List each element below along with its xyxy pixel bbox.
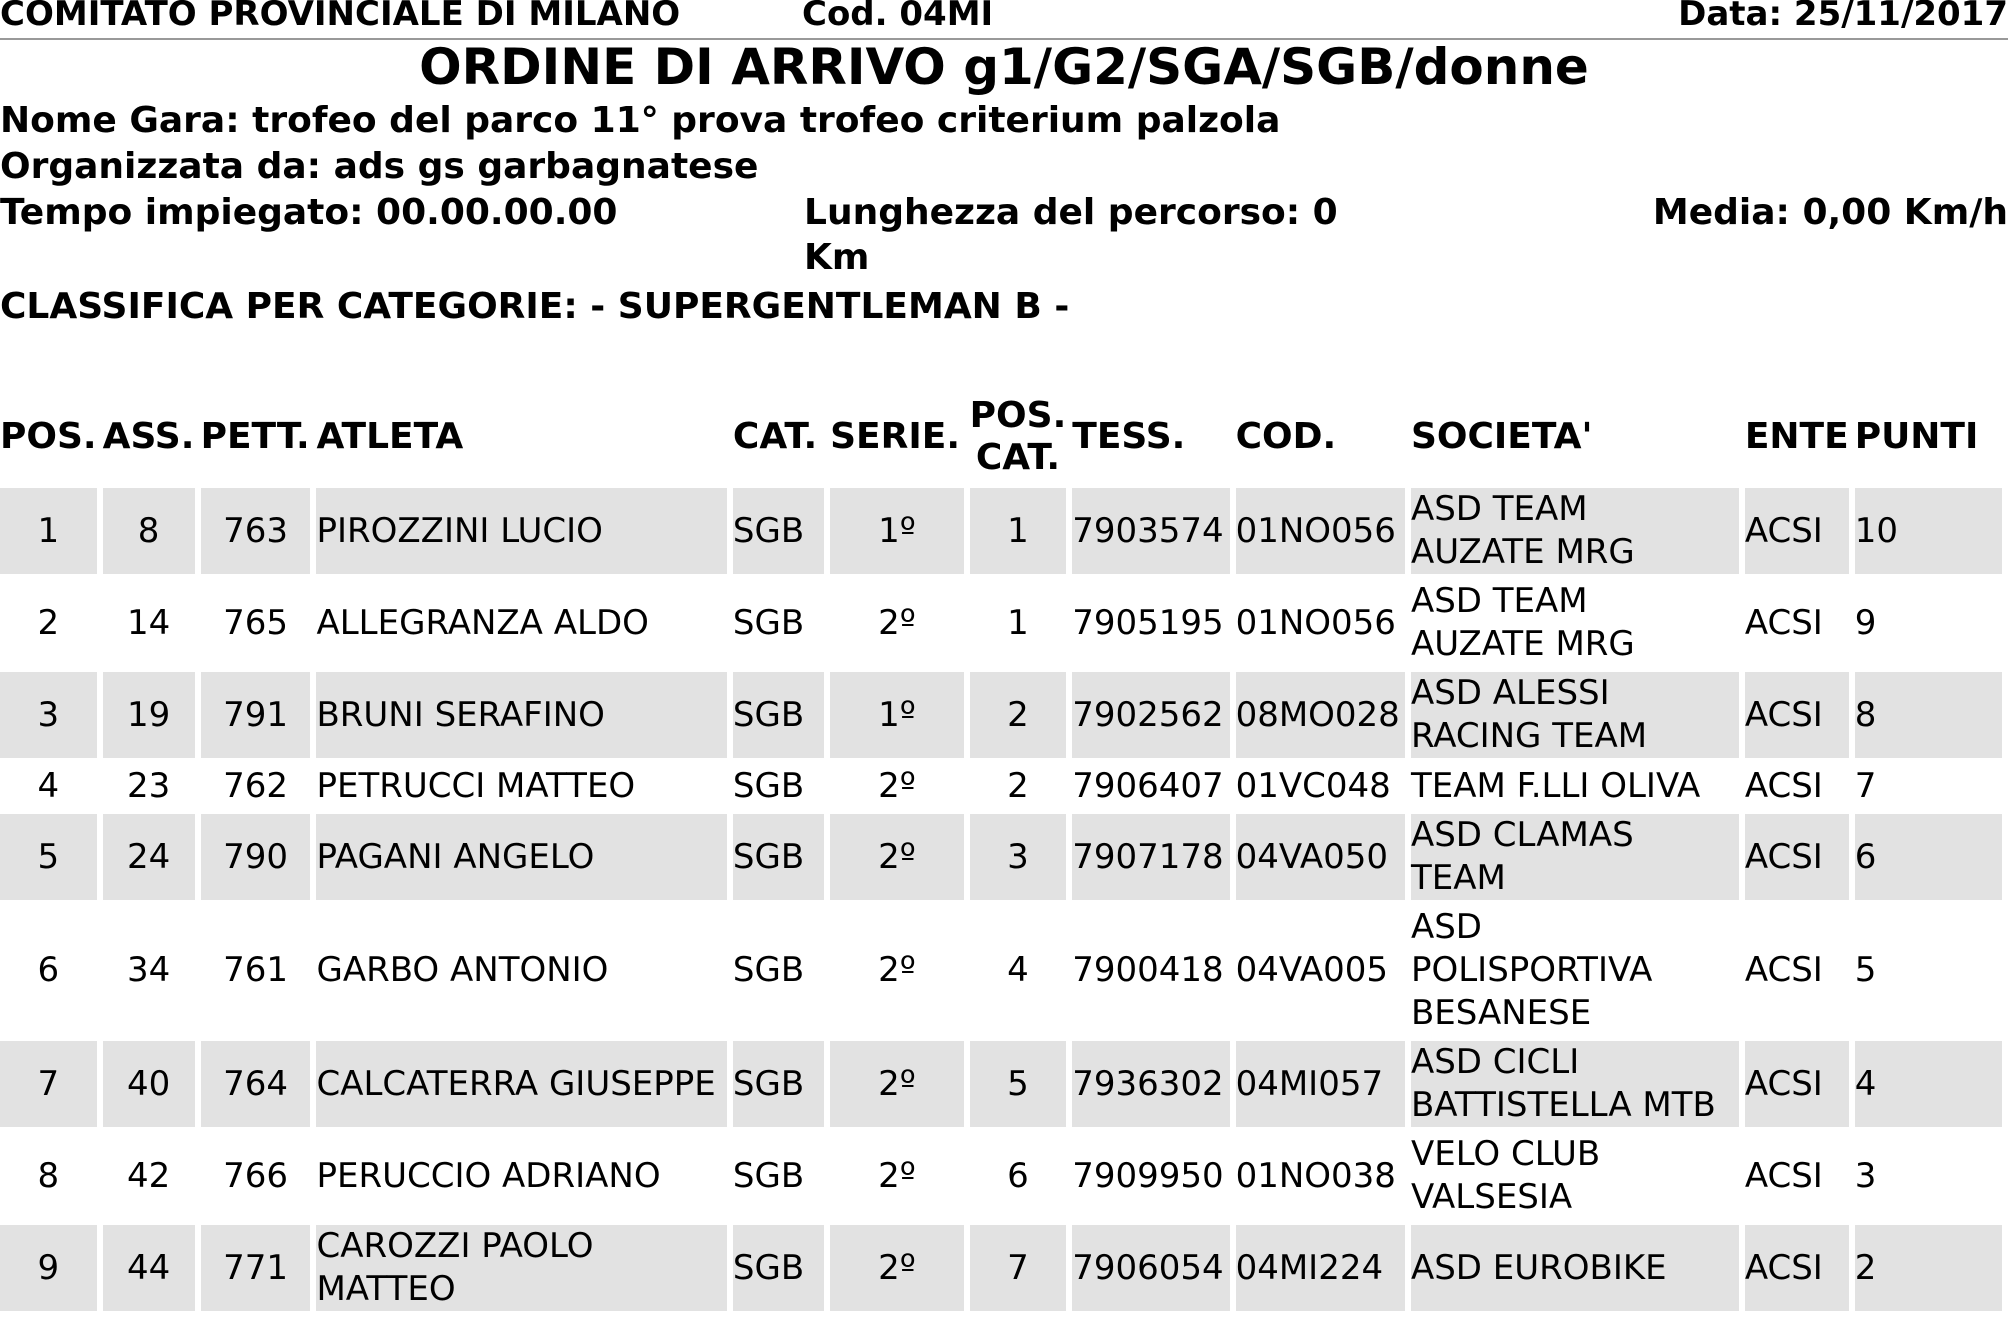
- cell-pos: 7: [0, 1041, 97, 1133]
- cell-ass: 23: [103, 764, 195, 814]
- societa-line: POLISPORTIVA: [1410, 950, 1653, 990]
- cell-cod: 04MI224: [1236, 1225, 1405, 1317]
- cell-pett: 765: [201, 580, 311, 672]
- col-header-cat: CAT.: [732, 416, 818, 457]
- committee-code: Cod. 04MI: [802, 0, 994, 34]
- cell-atleta: CALCATERRA GIUSEPPE: [316, 1041, 726, 1133]
- table-row: [0, 672, 2002, 764]
- societa-line: VALSESIA: [1410, 1177, 1573, 1217]
- document-date: Data: 25/11/2017: [1678, 0, 2008, 34]
- cell-pos: 2: [0, 580, 97, 672]
- cell-pos: 5: [0, 814, 97, 906]
- cell-cat: SGB: [733, 1041, 824, 1133]
- cell-societa: [1411, 488, 1739, 580]
- societa-line: TEAM: [1410, 858, 1506, 898]
- cell-ass: 44: [103, 1225, 195, 1317]
- societa-line: AUZATE MRG: [1410, 532, 1635, 572]
- cell-serie: 2º: [830, 906, 964, 1041]
- col-header-societa: SOCIETA': [1410, 416, 1593, 457]
- cell-ente: ACSI: [1745, 1133, 1849, 1225]
- cell-pett: 761: [201, 906, 311, 1041]
- cell-poscat: 2: [970, 764, 1067, 814]
- cell-cat: SGB: [733, 764, 824, 814]
- cell-serie: 2º: [830, 1041, 964, 1133]
- course-length: Lunghezza del percorso: 0: [804, 192, 1338, 233]
- cell-atleta: PERUCCIO ADRIANO: [316, 1133, 726, 1225]
- cell-cat: SGB: [733, 906, 824, 1041]
- cell-cod: 04VA050: [1236, 814, 1405, 906]
- cell-tess: 7906407: [1072, 764, 1229, 814]
- cell-ass: 14: [103, 580, 195, 672]
- table-row: [0, 906, 2002, 1041]
- cell-atleta: GARBO ANTONIO: [316, 906, 726, 1041]
- cell-ass: 34: [103, 906, 195, 1041]
- societa-line: ASD CLAMAS: [1410, 815, 1634, 855]
- committee-name: COMITATO PROVINCIALE DI MILANO: [0, 0, 681, 34]
- cell-ass: 40: [103, 1041, 195, 1133]
- col-header-ente: ENTE: [1744, 416, 1849, 457]
- cell-pos: 8: [0, 1133, 97, 1225]
- col-header-punti: PUNTI: [1854, 416, 1979, 457]
- cell-cod: 01VC048: [1236, 764, 1405, 814]
- cell-ente: ACSI: [1745, 906, 1849, 1041]
- cell-societa: [1411, 1225, 1739, 1317]
- organizer: Organizzata da: ads gs garbagnatese: [0, 146, 759, 187]
- cell-poscat: 1: [970, 580, 1067, 672]
- cell-punti: 8: [1855, 672, 2002, 764]
- cell-atleta: PIROZZINI LUCIO: [316, 488, 726, 580]
- course-length-unit: Km: [804, 237, 870, 278]
- cell-punti: 6: [1855, 814, 2002, 906]
- table-row: [0, 1225, 2002, 1317]
- cell-punti: 4: [1855, 1041, 2002, 1133]
- cell-ente: ACSI: [1745, 1041, 1849, 1133]
- cell-pett: 771: [201, 1225, 311, 1317]
- cell-serie: 2º: [830, 1133, 964, 1225]
- societa-line: ASD TEAM: [1410, 581, 1588, 621]
- cell-pos: 1: [0, 488, 97, 580]
- col-header-ass: ASS.: [102, 416, 195, 457]
- cell-cat: SGB: [733, 580, 824, 672]
- race-name: Nome Gara: trofeo del parco 11° prova trofeo criterium palzola: [0, 100, 1281, 141]
- cell-serie: 2º: [830, 764, 964, 814]
- cell-serie: 1º: [830, 672, 964, 764]
- societa-line: BESANESE: [1410, 993, 1592, 1033]
- cell-ente: ACSI: [1745, 488, 1849, 580]
- cell-poscat: 1: [970, 488, 1067, 580]
- cell-societa: [1411, 672, 1739, 764]
- cell-societa: [1411, 1133, 1739, 1225]
- cell-poscat: 2: [970, 672, 1067, 764]
- cell-pett: 791: [201, 672, 311, 764]
- cell-ente: ACSI: [1745, 814, 1849, 906]
- cell-atleta: CAROZZI PAOLO MATTEO: [316, 1225, 726, 1317]
- cell-poscat: 6: [970, 1133, 1067, 1225]
- time-used: Tempo impiegato: 00.00.00.00: [0, 192, 618, 233]
- societa-line: BATTISTELLA MTB: [1410, 1085, 1716, 1125]
- cell-ass: 42: [103, 1133, 195, 1225]
- cell-poscat: 3: [970, 814, 1067, 906]
- societa-line: ASD: [1410, 907, 1482, 947]
- societa-line: TEAM F.LLI OLIVA: [1410, 765, 1701, 806]
- cell-societa: [1411, 906, 1739, 1041]
- cell-poscat: 5: [970, 1041, 1067, 1133]
- category-heading: CLASSIFICA PER CATEGORIE: - SUPERGENTLEMAN B -: [0, 286, 1070, 327]
- cell-cod: 04MI057: [1236, 1041, 1405, 1133]
- cell-tess: 7905195: [1072, 580, 1229, 672]
- cell-societa: [1411, 580, 1739, 672]
- table-row: [0, 1133, 2002, 1225]
- table-row: [0, 1041, 2002, 1133]
- col-header-cod: COD.: [1235, 416, 1337, 457]
- cell-cod: 01NO056: [1236, 488, 1405, 580]
- table-row: [0, 580, 2002, 672]
- cell-tess: 7907178: [1072, 814, 1229, 906]
- cell-punti: 3: [1855, 1133, 2002, 1225]
- cell-societa: [1411, 1041, 1739, 1133]
- cell-punti: 7: [1855, 764, 2002, 814]
- cell-cod: 01NO038: [1236, 1133, 1405, 1225]
- societa-line: ASD CICLI: [1410, 1042, 1580, 1082]
- cell-tess: 7903574: [1072, 488, 1229, 580]
- cell-serie: 2º: [830, 814, 964, 906]
- col-header-pos: POS.: [0, 416, 97, 457]
- table-header-row: [0, 392, 2002, 488]
- cell-cod: 08MO028: [1236, 672, 1405, 764]
- cell-tess: 7906054: [1072, 1225, 1229, 1317]
- cell-cat: SGB: [733, 1133, 824, 1225]
- cell-pett: 764: [201, 1041, 311, 1133]
- cell-serie: 1º: [830, 488, 964, 580]
- cell-serie: 2º: [830, 1225, 964, 1317]
- cell-societa: [1411, 764, 1739, 814]
- table-row: [0, 764, 2002, 814]
- cell-ass: 24: [103, 814, 195, 906]
- cell-serie: 2º: [830, 580, 964, 672]
- col-header-atleta: ATLETA: [316, 416, 464, 457]
- societa-line: ASD TEAM: [1410, 489, 1588, 529]
- average-speed: Media: 0,00 Km/h: [1652, 192, 2008, 233]
- cell-atleta: ALLEGRANZA ALDO: [316, 580, 726, 672]
- societa-line: AUZATE MRG: [1410, 624, 1635, 664]
- document-title: ORDINE DI ARRIVO g1/G2/SGA/SGB/donne: [419, 38, 1589, 96]
- cell-cod: 04VA005: [1236, 906, 1405, 1041]
- cell-pett: 763: [201, 488, 311, 580]
- cell-pos: 4: [0, 764, 97, 814]
- cell-tess: 7909950: [1072, 1133, 1229, 1225]
- cell-societa: [1411, 814, 1739, 906]
- col-header-tess: TESS.: [1072, 416, 1186, 457]
- cell-tess: 7900418: [1072, 906, 1229, 1041]
- cell-tess: 7902562: [1072, 672, 1229, 764]
- cell-cod: 01NO056: [1236, 580, 1405, 672]
- cell-poscat: 4: [970, 906, 1067, 1041]
- cell-atleta: PAGANI ANGELO: [316, 814, 726, 906]
- cell-atleta: BRUNI SERAFINO: [316, 672, 726, 764]
- societa-line: ASD EUROBIKE: [1410, 1247, 1667, 1288]
- cell-ente: ACSI: [1745, 672, 1849, 764]
- societa-line: RACING TEAM: [1410, 716, 1648, 756]
- col-header-serie: SERIE.: [830, 416, 961, 457]
- cell-pos: 3: [0, 672, 97, 764]
- cell-cat: SGB: [733, 672, 824, 764]
- cell-ente: ACSI: [1745, 1225, 1849, 1317]
- cell-punti: 2: [1855, 1225, 2002, 1317]
- cell-punti: 10: [1855, 488, 2002, 580]
- cell-pos: 9: [0, 1225, 97, 1317]
- cell-pett: 766: [201, 1133, 311, 1225]
- cell-cat: SGB: [733, 814, 824, 906]
- cell-cat: SGB: [733, 488, 824, 580]
- col-header-pett: PETT.: [200, 416, 310, 457]
- societa-line: VELO CLUB: [1410, 1134, 1601, 1174]
- cell-pett: 762: [201, 764, 311, 814]
- cell-ass: 19: [103, 672, 195, 764]
- societa-line: ASD ALESSI: [1410, 673, 1610, 713]
- cell-tess: 7936302: [1072, 1041, 1229, 1133]
- table-row: [0, 814, 2002, 906]
- cell-pos: 6: [0, 906, 97, 1041]
- cell-atleta: PETRUCCI MATTEO: [316, 764, 726, 814]
- cell-punti: 5: [1855, 906, 2002, 1041]
- cell-ente: ACSI: [1745, 764, 1849, 814]
- table-row: [0, 488, 2002, 580]
- results-table: [0, 392, 2008, 1317]
- cell-ass: 8: [103, 488, 195, 580]
- cell-poscat: 7: [970, 1225, 1067, 1317]
- cell-ente: ACSI: [1745, 580, 1849, 672]
- cell-cat: SGB: [733, 1225, 824, 1317]
- col-header-pos-cat: POS. CAT.: [969, 395, 1067, 478]
- cell-punti: 9: [1855, 580, 2002, 672]
- cell-pett: 790: [201, 814, 311, 906]
